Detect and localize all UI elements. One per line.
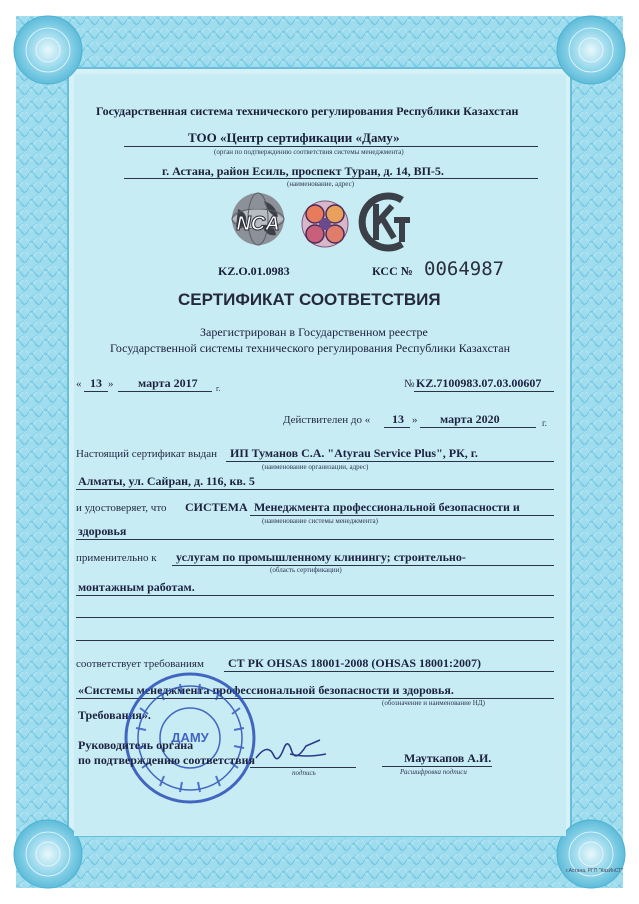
valid-day-line xyxy=(384,427,410,428)
complies-value-1: СТ РК OHSAS 18001-2008 (OHSAS 18001:2007) xyxy=(228,656,482,670)
kz-number: KZ.O.01.0983 xyxy=(218,264,290,278)
registered-line-2: Государственной системы технического регулирования Республики Казахстан xyxy=(110,341,511,355)
signature-note: подпись xyxy=(292,769,316,777)
blank-line-2 xyxy=(76,640,554,641)
stamp-text: ДАМУ xyxy=(171,730,209,745)
complies-note: (обозначение и наименование НД) xyxy=(382,699,485,707)
certifies-line-1 xyxy=(250,515,554,516)
cert-body-name: ТОО «Центр сертификации «Даму» xyxy=(188,130,400,145)
registered-line-1: Зарегистрирован в Государственном реестре xyxy=(200,325,428,339)
system-title: Государственная система технического регулирования Республики Казахстан xyxy=(96,104,519,118)
issue-year-suffix: г. xyxy=(216,384,221,393)
issued-line-1 xyxy=(226,461,554,462)
issued-value-1: ИП Туманов С.А. "Atyrau Service Plus", РК, г. xyxy=(230,446,478,460)
signature-label-1: Руководитель органа xyxy=(78,738,194,752)
certificate-title: СЕРТИФИКАТ СООТВЕТСТВИЯ xyxy=(178,290,441,309)
applied-line-2 xyxy=(76,595,554,596)
address-line xyxy=(124,178,538,179)
reg-number: KZ.7100983.07.03.00607 xyxy=(416,376,542,390)
kss-label: КСС № xyxy=(372,264,413,278)
issue-day-line xyxy=(84,391,108,392)
kst-logo xyxy=(354,190,418,254)
issued-line-2 xyxy=(76,489,554,490)
issue-day: 13 xyxy=(90,376,102,390)
issued-note: (наименование организации, адрес) xyxy=(262,463,369,471)
issue-quote-open: « xyxy=(76,378,82,390)
address-note: (наименование, адрес) xyxy=(287,180,355,188)
nca-text: NCA xyxy=(236,213,280,235)
reg-no-line xyxy=(414,391,554,392)
certifies-value-2: здоровья xyxy=(78,524,127,538)
applied-line-1 xyxy=(172,565,554,566)
handwritten-signature xyxy=(250,734,330,768)
org-note: (орган по подтверждению соответствия системы менеджмента) xyxy=(214,148,404,156)
signer-name-note: Расшифровка подписи xyxy=(400,768,467,776)
certifies-label-system: СИСТЕМА xyxy=(185,500,248,514)
nca-globe-logo xyxy=(218,191,298,247)
complies-line-1 xyxy=(224,671,554,672)
certifies-label: и удостоверяет, что xyxy=(76,502,167,514)
valid-month-line xyxy=(420,427,536,428)
applied-value-2: монтажным работам. xyxy=(78,580,195,594)
hologram-seal-icon xyxy=(301,200,349,248)
issued-label: Настоящий сертификат выдан xyxy=(76,448,217,460)
issue-month-year: марта 2017 xyxy=(138,376,198,390)
certifies-note: (наименование системы менеджмента) xyxy=(262,517,378,525)
cert-body-address: г. Астана, район Есиль, проспект Туран, д. 14, ВП-5. xyxy=(162,164,444,178)
kss-number: 0064987 xyxy=(424,258,505,280)
reg-no-label: № xyxy=(404,378,415,390)
signer-name-line xyxy=(382,766,492,767)
signer-name: Мауткапов А.И. xyxy=(404,751,492,765)
org-line xyxy=(124,146,538,147)
signature-line xyxy=(250,767,356,768)
printer-note: г.Астана, РГП "КазИнСТ" xyxy=(566,868,624,874)
issue-quote-close: » xyxy=(108,378,114,390)
complies-value-3: Требования». xyxy=(78,708,151,722)
valid-label: Действителен до « xyxy=(283,414,371,426)
valid-year-suffix: г. xyxy=(542,418,547,428)
applied-label: применительно к xyxy=(76,552,157,564)
signature-label-2: по подтверждению соответствия xyxy=(78,753,256,767)
complies-value-2: «Системы менеджмента профессиональной безопасности и здоровья. xyxy=(78,683,454,697)
applied-value-1: услугам по промышленному клинингу; строительно- xyxy=(176,550,466,564)
certifies-value-1: Менеджмента профессиональной безопасности и xyxy=(254,500,520,514)
applied-note: (область сертификации) xyxy=(270,566,342,574)
blank-line-1 xyxy=(76,617,554,618)
valid-quote-close: » xyxy=(412,414,418,426)
valid-month-year: марта 2020 xyxy=(440,412,500,426)
issued-value-2: Алматы, ул. Сайран, д. 116, кв. 5 xyxy=(78,474,255,488)
complies-label: соответствует требованиям xyxy=(76,658,204,670)
valid-day: 13 xyxy=(392,412,404,426)
certifies-line-2 xyxy=(76,539,554,540)
issue-month-line xyxy=(118,391,212,392)
